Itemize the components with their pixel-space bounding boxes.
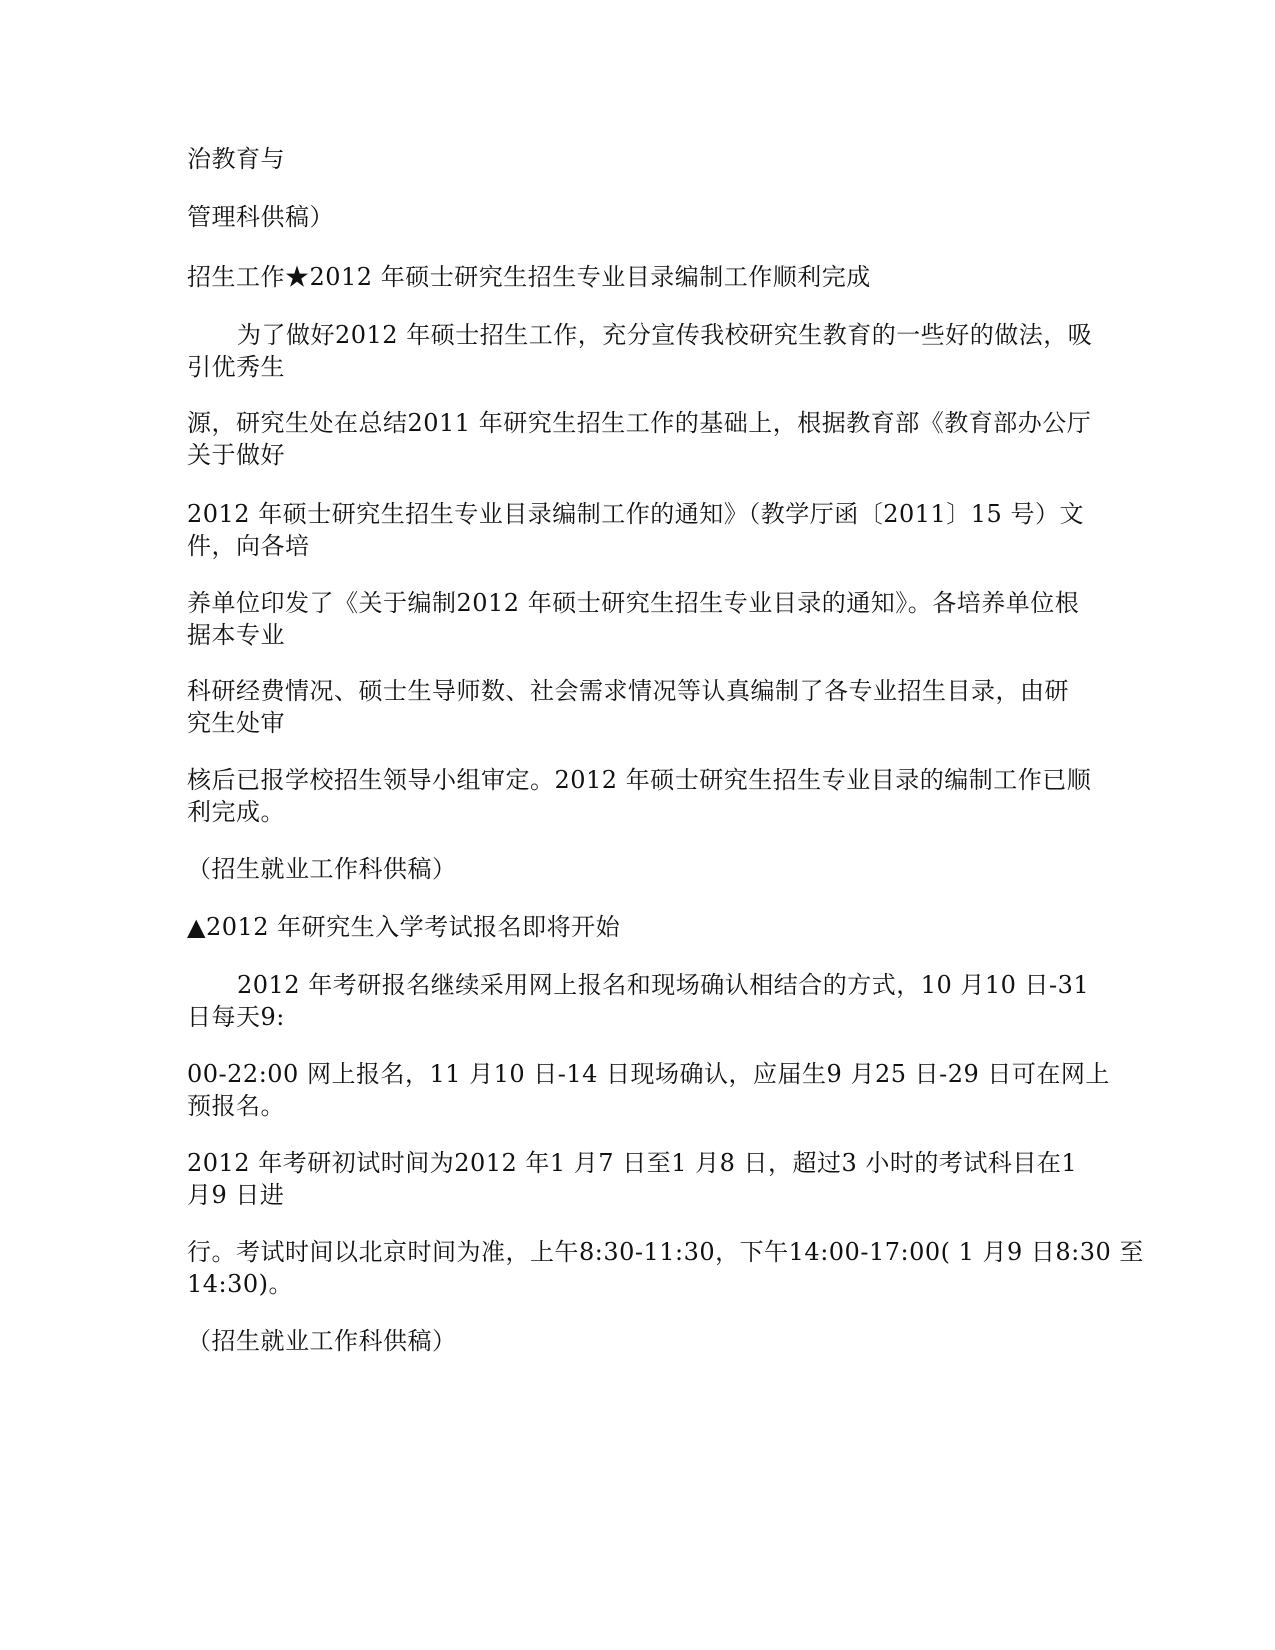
heading-line: 招生工作★2012 年硕士研究生招生专业目录编制工作顺利完成 bbox=[187, 263, 871, 291]
paragraph-line: 00-22:00 网上报名，11 月10 日-14 日现场确认，应届生9 月25 日-29 日可在网上 bbox=[187, 1060, 1110, 1088]
paragraph-line: 行。考试时间以北京时间为准，上午8:30-11:30，下午14:00-17:00( 1 月9 日8:30 至 bbox=[187, 1238, 1144, 1266]
text-line: 治教育与 bbox=[187, 145, 285, 173]
paragraph-line: 关于做好 bbox=[187, 441, 285, 469]
paragraph-line: 科研经费情况、硕士生导师数、社会需求情况等认真编制了各专业招生目录，由研 bbox=[187, 677, 1069, 705]
paragraph-line: 据本专业 bbox=[187, 621, 285, 649]
paragraph-line: 件，向各培 bbox=[187, 532, 310, 560]
paragraph-line: 养单位印发了《关于编制2012 年硕士研究生招生专业目录的通知》。各培养单位根 bbox=[187, 589, 1080, 617]
paragraph-line: 源，研究生处在总结2011 年研究生招生工作的基础上，根据教育部《教育部办公厅 bbox=[187, 409, 1092, 437]
paragraph-line: 月9 日进 bbox=[187, 1181, 285, 1209]
paragraph-line: 核后已报学校招生领导小组审定。2012 年硕士研究生招生专业目录的编制工作已顺 bbox=[187, 766, 1092, 794]
text-line: 管理科供稿） bbox=[187, 203, 334, 231]
paragraph-line: 引优秀生 bbox=[187, 353, 285, 381]
paragraph-line: 2012 年硕士研究生招生专业目录编制工作的通知》（教学厅函〔2011〕15 号）文 bbox=[187, 500, 1084, 528]
paragraph-line: 14:30)。 bbox=[187, 1270, 294, 1298]
paragraph-line: 究生处审 bbox=[187, 709, 285, 737]
paragraph-line: 2012 年考研初试时间为2012 年1 月7 日至1 月8 日，超过3 小时的考试科目在1 bbox=[187, 1149, 1078, 1177]
heading-line: ▲2012 年研究生入学考试报名即将开始 bbox=[187, 913, 621, 941]
paragraph-line: 为了做好2012 年硕士招生工作，充分宣传我校研究生教育的一些好的做法，吸 bbox=[237, 321, 1093, 349]
paragraph-line: 日每天9: bbox=[187, 1003, 285, 1031]
source-note: （招生就业工作科供稿） bbox=[187, 1327, 457, 1355]
paragraph-line: 预报名。 bbox=[187, 1092, 285, 1120]
paragraph-line: 2012 年考研报名继续采用网上报名和现场确认相结合的方式，10 月10 日-31 bbox=[237, 971, 1090, 999]
paragraph-line: 利完成。 bbox=[187, 798, 285, 826]
source-note: （招生就业工作科供稿） bbox=[187, 855, 457, 883]
